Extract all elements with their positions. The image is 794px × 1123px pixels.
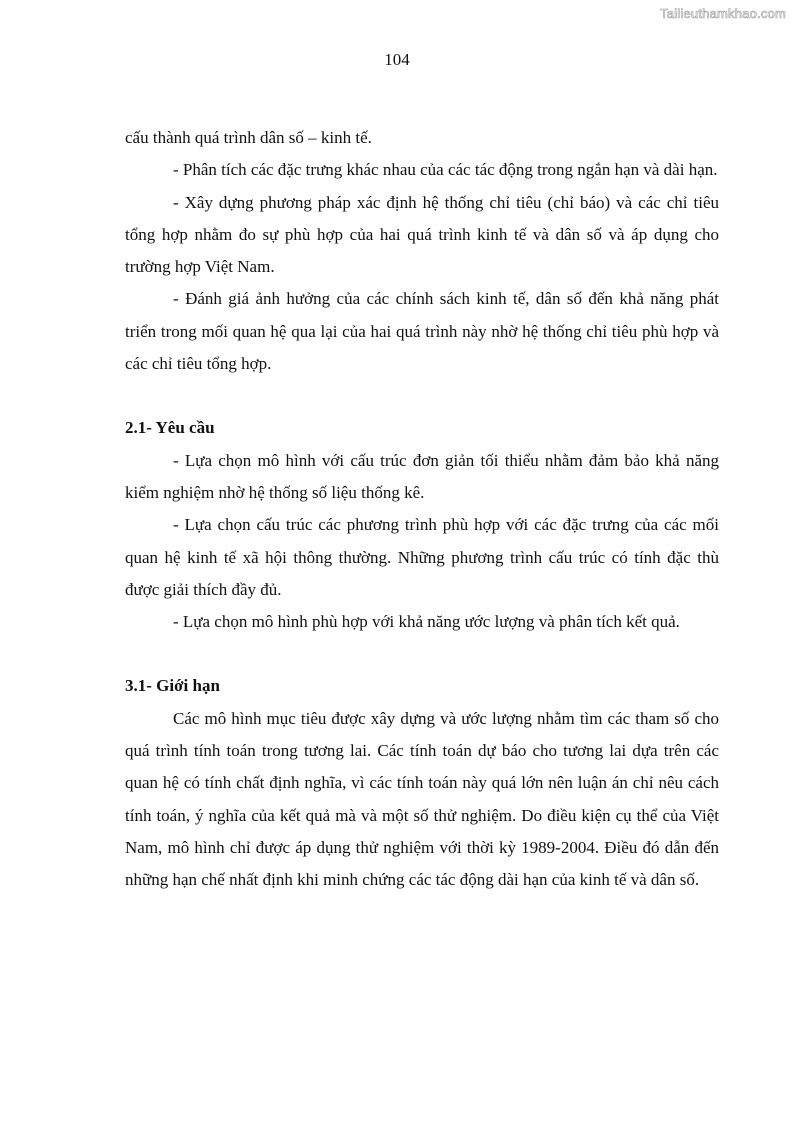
spacer [125, 380, 719, 412]
spacer [125, 638, 719, 670]
list-item: - Xây dựng phương pháp xác định hệ thống chỉ tiêu (chỉ báo) và các chỉ tiêu tổng hợp nhằm đo sự phù hợp của hai quá trình kinh tế và dân số và áp dụng cho trường hợp Việt Nam. [125, 192, 719, 277]
section-heading-requirements: 2.1- Yêu cầu [125, 418, 215, 438]
section-heading-limits: 3.1- Giới hạn [125, 676, 220, 696]
document-body [125, 122, 719, 897]
list-item: - Lựa chọn mô hình phù hợp với khả năng ước lượng và phân tích kết quả. [173, 612, 680, 632]
list-item: - Lựa chọn mô hình với cấu trúc đơn giản tối thiểu nhằm đảm bảo khả năng kiểm nghiệm nhờ hệ thống số liệu thống kê. [125, 450, 719, 502]
page-number: 104 [384, 50, 410, 69]
paragraph: cấu thành quá trình dân số – kinh tế. [125, 128, 372, 147]
watermark: Tailieuthamkhao.com [660, 6, 786, 21]
list-item: - Phân tích các đặc trưng khác nhau của các tác động trong ngắn hạn và dài hạn. [173, 160, 718, 180]
list-item: - Lựa chọn cấu trúc các phương trình phù hợp với các đặc trưng của các mối quan hệ kinh tế xã hội thông thường. Những phương trình cấu trúc có tính đặc thù được giải thích đầy đủ. [125, 515, 719, 599]
list-item: - Đánh giá ảnh hưởng của các chính sách kinh tế, dân số đến khả năng phát triển trong mối quan hệ qua lại của hai quá trình này nhờ hệ thống chỉ tiêu phù hợp và các chỉ tiêu tổng hợp. [125, 289, 719, 374]
paragraph: Các mô hình mục tiêu được xây dựng và ước lượng nhằm tìm các tham số cho quá trình tính toán trong tương lai. Các tính toán dự báo cho tương lai dựa trên các quan hệ có tính chất định nghĩa, vì các tính toán này quá lớn nên luận án chỉ nêu cách tính toán, ý nghĩa của kết quả mà và một số thử nghiệm. Do điều kiện cụ thể của Việt Nam, mô hình chỉ được áp dụng thử nghiệm với thời kỳ 1989-2004. Điều đó dẫn đến những hạn chế nhất định khi minh chứng các tác động dài hạn của kinh tế và dân số. [125, 708, 719, 890]
